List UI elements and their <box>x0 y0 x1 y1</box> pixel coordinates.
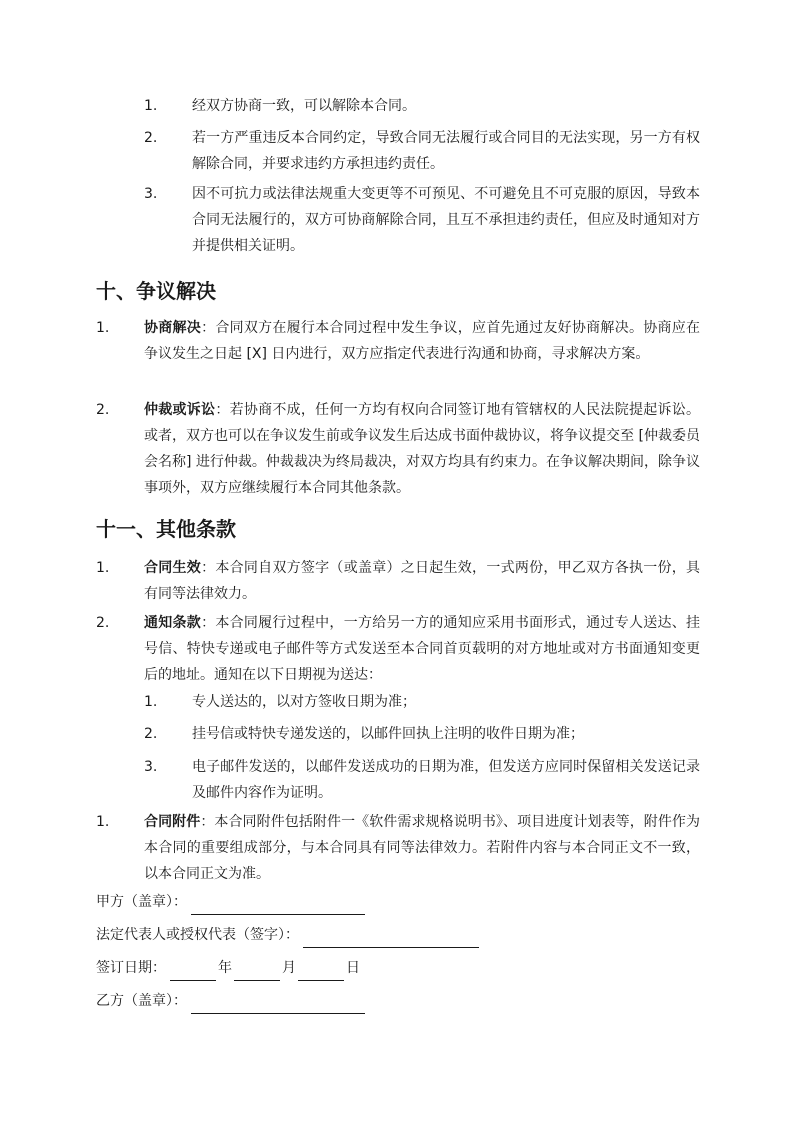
party-a-signature <box>96 889 365 915</box>
item-number: 3. <box>144 186 158 202</box>
item-label: 合同生效 <box>144 560 202 576</box>
termination-item <box>144 181 700 259</box>
item-number: 3. <box>144 759 158 775</box>
item-text: 电子邮件发送的，以邮件发送成功的日期为准，但发送方应同时保留相关发送记录及邮件内容作为证明。 <box>192 759 700 801</box>
day-blank[interactable] <box>298 962 344 981</box>
year-label: 年 <box>218 960 232 976</box>
item-number: 1. <box>96 320 110 336</box>
item-number: 2. <box>96 402 110 418</box>
item-number: 1. <box>144 694 158 710</box>
dispute-item <box>96 315 700 367</box>
termination-item <box>144 125 700 177</box>
item-number: 1. <box>144 98 158 114</box>
item-number: 1. <box>96 560 110 576</box>
notice-sub-item <box>144 754 700 806</box>
legal-rep-signature <box>96 922 479 948</box>
notice-sub-item <box>144 689 700 715</box>
section-heading-other: 十一、其他条款 <box>96 517 236 541</box>
month-label: 月 <box>282 960 296 976</box>
item-text: ：本合同附件包括附件一《软件需求规格说明书》、项目进度计划表等，附件作为本合同的重要组成部分，与本合同具有同等法律效力。若附件内容与本合同正文不一致，以本合同正文为准。 <box>144 814 701 882</box>
party-b-seal-line[interactable] <box>191 995 365 1014</box>
item-number: 2. <box>144 130 158 146</box>
termination-item <box>144 93 700 119</box>
sign-date <box>96 955 360 981</box>
item-text: 挂号信或特快专递发送的，以邮件回执上注明的收件日期为准； <box>192 726 584 742</box>
item-text: 若一方严重违反本合同约定，导致合同无法履行或合同目的无法实现，另一方有权解除合同，并要求违约方承担违约责任。 <box>192 130 700 172</box>
party-b-label: 乙方（盖章）： <box>96 993 187 1009</box>
item-label: 仲裁或诉讼 <box>144 402 216 418</box>
item-text: ：本合同自双方签字（或盖章）之日起生效，一式两份，甲乙双方各执一份，具有同等法律效力。 <box>144 560 701 602</box>
other-item <box>96 809 700 887</box>
legal-rep-sign-line[interactable] <box>303 929 479 948</box>
party-a-seal-line[interactable] <box>191 896 365 915</box>
item-number: 2. <box>144 726 158 742</box>
item-label: 通知条款 <box>144 615 202 631</box>
party-b-signature <box>96 988 365 1014</box>
item-text: ：合同双方在履行本合同过程中发生争议，应首先通过友好协商解决。协商应在争议发生之日起 [X] 日内进行，双方应指定代表进行沟通和协商，寻求解决方案。 <box>144 320 701 362</box>
section-heading-dispute: 十、争议解决 <box>96 279 216 303</box>
month-blank[interactable] <box>234 962 280 981</box>
item-text: 专人送达的，以对方签收日期为准； <box>192 694 416 710</box>
item-number: 2. <box>96 615 110 631</box>
year-blank[interactable] <box>170 962 216 981</box>
sign-date-label: 签订日期： <box>96 960 166 976</box>
item-label: 合同附件 <box>144 814 201 830</box>
item-number: 1. <box>96 814 110 830</box>
item-label: 协商解决 <box>144 320 202 336</box>
other-item <box>96 555 700 607</box>
dispute-item <box>96 397 700 501</box>
item-text: ：本合同履行过程中，一方给另一方的通知应采用书面形式，通过专人送达、挂号信、特快专递或电子邮件等方式发送至本合同首页载明的对方地址或对方书面通知变更后的地址。通知在以下日期视为送达： <box>144 615 701 683</box>
item-text: ：若协商不成，任何一方均有权向合同签订地有管辖权的人民法院提起诉讼。或者，双方也可以在争议发生前或争议发生后达成书面仲裁协议，将争议提交至 [仲裁委员会名称] 进行仲裁。仲裁裁决为终局裁决，对双方均具有约束力。在争议解决期间，除争议事项外，双方应继续履行本合同其他条款。 <box>144 402 701 496</box>
item-text: 因不可抗力或法律法规重大变更等不可预见、不可避免且不可克服的原因，导致本合同无法履行的，双方可协商解除合同，且互不承担违约责任，但应及时通知对方并提供相关证明。 <box>192 186 700 254</box>
party-a-label: 甲方（盖章）： <box>96 894 187 910</box>
legal-rep-label: 法定代表人或授权代表（签字）： <box>96 927 299 943</box>
item-text: 经双方协商一致，可以解除本合同。 <box>192 98 416 114</box>
other-item <box>96 610 700 688</box>
notice-sub-item <box>144 721 700 747</box>
day-label: 日 <box>346 960 360 976</box>
